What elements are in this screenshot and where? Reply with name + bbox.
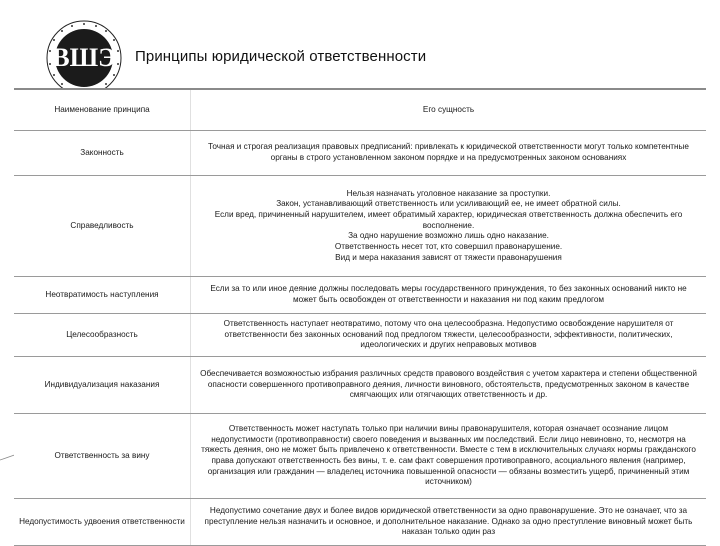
principle-essence: Ответственность наступает неотвратимо, потому что она целесообразна. Недопустимо освобождение нарушителя от ответственности без законных оснований под предлогом тяжести, целесообразности, эффективности, политических, идеологических и других неправовых мотивов — [191, 314, 707, 357]
principle-name: Ответственность за вину — [14, 414, 191, 499]
principle-essence: Недопустимо сочетание двух и более видов юридической ответственности за одно правонарушение. Это не означает, что за преступление нельзя назначить и основное, и дополнительное наказание. Однако за одно преступление виновный может быть наказан только один раз — [191, 499, 707, 546]
slide-title: Принципы юридической ответственности — [135, 48, 427, 66]
principle-name: Справедливость — [14, 176, 191, 277]
table-row — [14, 499, 706, 546]
table-row — [14, 414, 706, 499]
table-row — [14, 277, 706, 314]
principle-essence: Точная и строгая реализация правовых предписаний: привлекать к юридической ответственности могут только компетентные органы в строго установленном законом порядке и на предусмотренных законом основаниях — [191, 131, 707, 176]
principle-name: Законность — [14, 131, 191, 176]
principle-essence: Ответственность может наступать только при наличии вины правонарушителя, которая означает осознание лицом недопустимости (противоправности) своего поведения и вызванных им последствий. Если лицо невиновно, то, несмотря на тяжесть деяния, оно не может быть привлечено к ответственности. Вместе с тем в исключительных случаях нормы гражданского права допускают ответственность без вины, т. е. сам факт совершения противоправного, асоциального явления (например, организация или гражданин — владелец источника повышенной опасности — обязаны возместить ущерб, причиненный этим источником) — [191, 414, 707, 499]
table-row — [14, 357, 706, 414]
essence-line: Вид и мера наказания зависят от тяжести правонарушения — [335, 252, 562, 262]
essence-line: Ответственность несет тот, кто совершил правонарушение. — [334, 241, 563, 251]
essence-line: Если вред, причиненный нарушителем, имеет обратимый характер, юридическая ответственность должна обеспечить его восполнение. — [214, 210, 683, 230]
principle-essence — [191, 176, 707, 277]
principle-name: Неотвратимость наступления — [14, 277, 191, 314]
principle-essence: Если за то или иное деяние должны последовать меры государственного принуждения, то без законных оснований никто не может быть освобожден от ответственности и наказания ни под каким предлогом — [191, 277, 707, 314]
table-row — [14, 314, 706, 357]
principle-name: Целесообразность — [14, 314, 191, 357]
table-header-row — [14, 89, 706, 131]
hse-logo — [44, 18, 124, 98]
table-row — [14, 131, 706, 176]
principles-table — [14, 88, 706, 546]
logo-letters: ВШЭ — [52, 43, 116, 72]
essence-line: За одно нарушение возможно лишь одно наказание. — [348, 231, 549, 241]
principle-name: Индивидуализация наказания — [14, 357, 191, 414]
header-essence: Его сущность — [191, 89, 707, 131]
header-name: Наименование принципа — [14, 89, 191, 131]
essence-line: Нельзя назначать уголовное наказание за проступки. — [346, 188, 551, 198]
principle-name: Недопустимость удвоения ответственности — [14, 499, 191, 546]
principle-essence: Обеспечивается возможностью избрания различных средств правового воздействия с учетом характера и степени общественной опасности совершенного противоправного деяния, личности виновного, обстоятельств, предусмотренных законом в качестве смягчающих или отягчающих ответственность и др. — [191, 357, 707, 414]
table-row — [14, 176, 706, 277]
essence-line: Закон, устанавливающий ответственность или усиливающий ее, не имеет обратной силы. — [276, 199, 621, 209]
